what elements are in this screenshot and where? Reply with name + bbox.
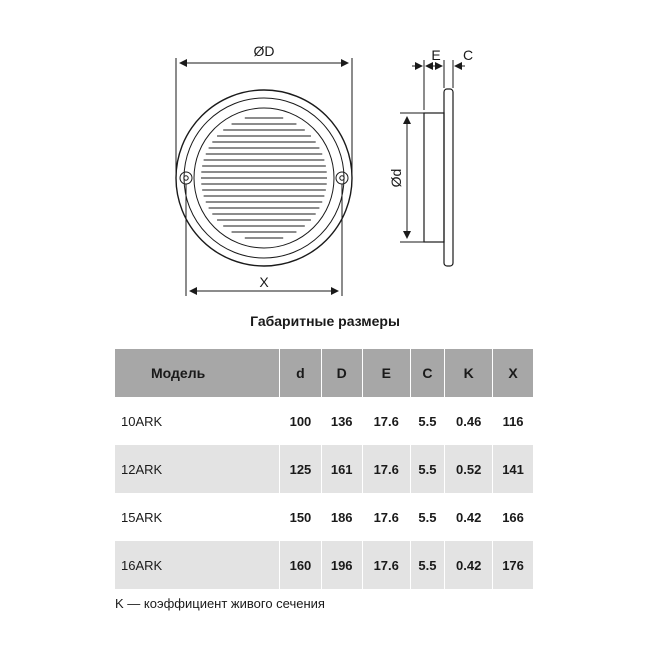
cell-e: 17.6 (362, 493, 410, 541)
cell-e: 17.6 (362, 397, 410, 445)
grille-side-view (424, 89, 453, 266)
label-e: E (431, 47, 441, 63)
label-outer-diameter: ØD (253, 43, 275, 59)
cell-d: 125 (280, 445, 321, 493)
table-row (115, 541, 533, 589)
cell-d: 150 (280, 493, 321, 541)
cell-e: 17.6 (362, 445, 410, 493)
table-row (115, 493, 533, 541)
cell-x: 141 (493, 445, 533, 493)
cell-e: 17.6 (362, 541, 410, 589)
cell-c: 5.5 (410, 493, 445, 541)
cell-outer-d: 196 (321, 541, 362, 589)
cell-model: 16ARK (115, 541, 280, 589)
side-spigot (424, 113, 444, 242)
cell-x: 166 (493, 493, 533, 541)
screw-hole-right (336, 172, 348, 184)
cell-c: 5.5 (410, 445, 445, 493)
header-outer-d: D (321, 349, 362, 397)
cell-k: 0.52 (445, 445, 493, 493)
header-x: X (493, 349, 533, 397)
section-title: Габаритные размеры (250, 313, 400, 329)
louvers (201, 118, 327, 238)
header-c: C (410, 349, 445, 397)
table-row (115, 445, 533, 493)
screw-hole-left (180, 172, 192, 184)
dimension-e-c (412, 60, 465, 110)
cell-x: 176 (493, 541, 533, 589)
cell-k: 0.46 (445, 397, 493, 445)
cell-x: 116 (493, 397, 533, 445)
label-x: X (259, 274, 269, 290)
cell-outer-d: 161 (321, 445, 362, 493)
cell-model: 15ARK (121, 509, 163, 525)
technical-drawing (0, 0, 650, 310)
cell-c: 5.5 (410, 397, 445, 445)
table-header-row (115, 349, 533, 397)
cell-d: 160 (280, 541, 321, 589)
label-inner-diameter: Ød (388, 168, 404, 188)
cell-k: 0.42 (445, 493, 493, 541)
side-flange (444, 89, 453, 266)
cell-model: 12ARK (115, 445, 280, 493)
cell-outer-d: 136 (321, 397, 362, 445)
cell-model: 10ARK (121, 413, 163, 429)
table-row (115, 397, 533, 445)
header-d: d (280, 349, 321, 397)
cell-k: 0.42 (445, 541, 493, 589)
label-c: C (462, 47, 474, 63)
cell-outer-d: 186 (321, 493, 362, 541)
header-k: K (445, 349, 493, 397)
cell-d: 100 (280, 397, 321, 445)
cell-c: 5.5 (410, 541, 445, 589)
dimensions-table (115, 349, 533, 589)
header-e: E (362, 349, 410, 397)
header-model: Модель (115, 349, 280, 397)
grille-front-view (176, 90, 352, 266)
footnote: K — коэффициент живого сечения (115, 596, 325, 611)
